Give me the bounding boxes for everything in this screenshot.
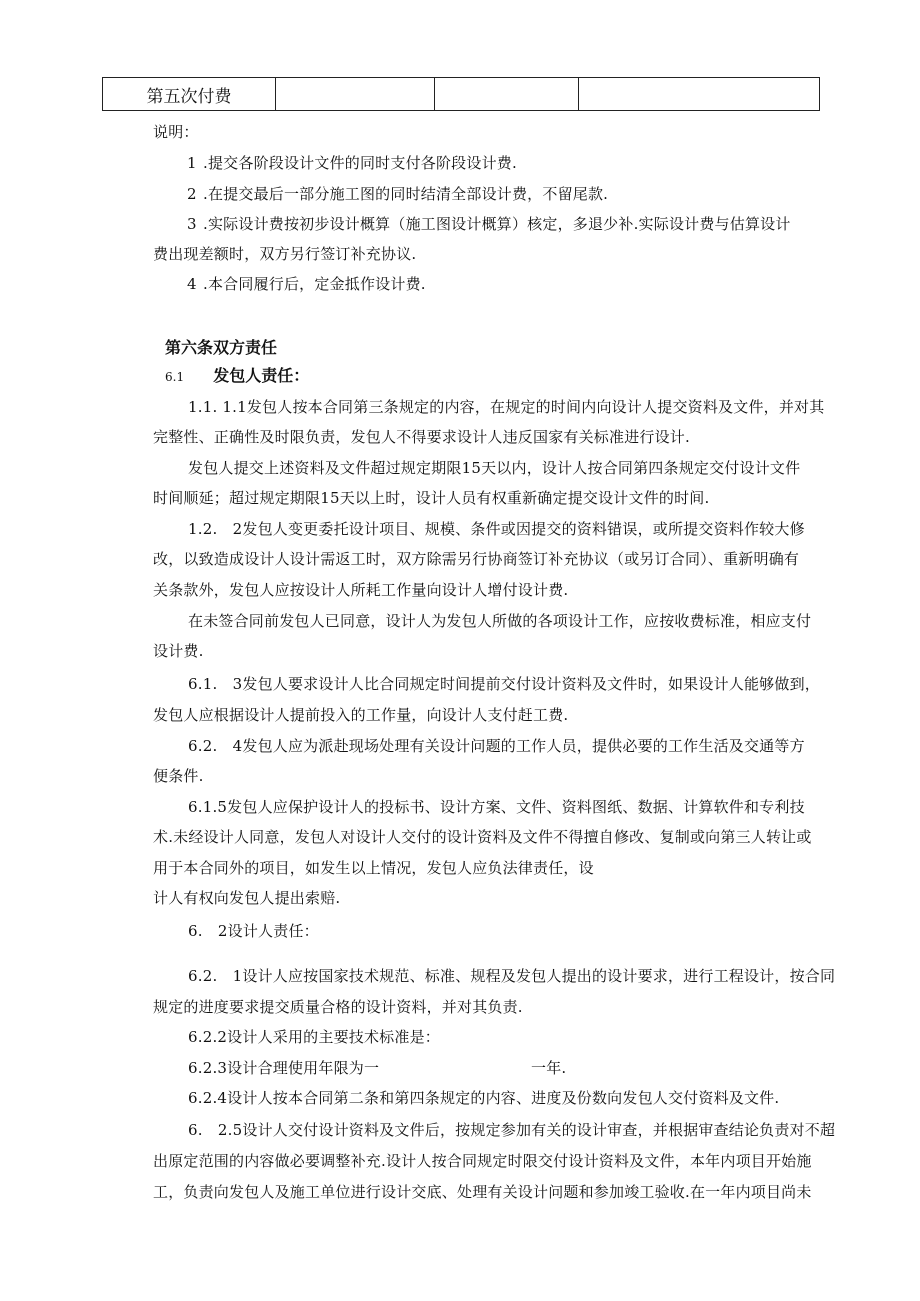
paragraph-line: 出原定范围的内容做必要调整补充.设计人按合同规定时限交付设计资料及文件，本年内项目开始施 bbox=[153, 1152, 812, 1170]
paragraph-line: 术.未经设计人同意，发包人对设计人交付的设计资料及文件不得擅自修改、复制或向第三人转让或 bbox=[153, 828, 812, 846]
paragraph-line: 工，负责向发包人及施工单位进行设计交底、处理有关设计问题和参加竣工验收.在一年内项目尚未 bbox=[153, 1183, 812, 1201]
paragraph-line: 6.2. 4发包人应为派赴现场处理有关设计问题的工作人员，提供必要的工作生活及交通等方 bbox=[188, 737, 805, 755]
note-1-text: .提交各阶段设计文件的同时支付各阶段设计费. bbox=[203, 154, 517, 172]
paragraph-line: 6.2.2设计人采用的主要技术标准是： bbox=[188, 1028, 440, 1046]
notes-title: 说明： bbox=[153, 123, 199, 141]
paragraph-line: 6. 2.5设计人交付设计资料及文件后，按规定参加有关的设计审查，并根据审查结论负责对不超 bbox=[188, 1121, 836, 1139]
subsection-heading: 6. 2设计人责任： bbox=[188, 922, 319, 940]
note-3-text: .实际设计费按初步设计概算（施工图设计概算）核定，多退少补.实际设计费与估算设计 bbox=[203, 215, 791, 233]
paragraph-line: 6.2.4设计人按本合同第二条和第四条规定的内容、进度及份数向发包人交付资料及文件. bbox=[188, 1089, 780, 1107]
table-cell bbox=[579, 78, 820, 111]
paragraph-line: 计人有权向发包人提出索赔. bbox=[153, 889, 341, 907]
payment-table bbox=[102, 77, 820, 111]
paragraph-line: 6.1. 3发包人要求设计人比合同规定时间提前交付设计资料及文件时，如果设计人能够做到， bbox=[188, 675, 820, 693]
paragraph-line: 6.1.5发包人应保护设计人的投标书、设计方案、文件、资料图纸、数据、计算软件和专利技 bbox=[188, 798, 805, 816]
paragraph-line: 发包人提交上述资料及文件超过规定期限15天以内，设计人按合同第四条规定交付设计文件 bbox=[188, 459, 801, 477]
paragraph-line: 1.2. 2发包人变更委托设计项目、规模、条件或因提交的资料错误，或所提交资料作较大修 bbox=[188, 520, 805, 538]
paragraph-line-tail: 一年. bbox=[531, 1059, 567, 1077]
paragraph-line: 便条件. bbox=[153, 767, 204, 785]
note-2-text: .在提交最后一部分施工图的同时结清全部设计费，不留尾款. bbox=[203, 185, 609, 203]
section-title: 发包人责任： bbox=[213, 366, 310, 385]
note-4-text: .本合同履行后，定金抵作设计费. bbox=[203, 275, 426, 293]
note-1-num: 1 bbox=[187, 154, 197, 172]
article-title: 第六条双方责任 bbox=[165, 338, 278, 357]
table-row-label: 第五次付费 bbox=[103, 78, 276, 111]
note-3-continuation: 费出现差额时，双方另行签订补充协议. bbox=[153, 245, 417, 263]
note-2-num: 2 bbox=[187, 185, 197, 203]
paragraph-line: 在未签合同前发包人已同意，设计人为发包人所做的各项设计工作，应按收费标准，相应支付 bbox=[188, 612, 812, 630]
paragraph-line: 1.1. 1.1发包人按本合同第三条规定的内容，在规定的时间内向设计人提交资料及文件，并对其 bbox=[188, 398, 825, 416]
note-4-num: 4 bbox=[187, 275, 197, 293]
section-heading bbox=[165, 366, 309, 387]
paragraph-line: 6.2. 1设计人应按国家技术规范、标准、规程及发包人提出的设计要求，进行工程设计，按合同 bbox=[188, 967, 836, 985]
paragraph-line: 用于本合同外的项目，如发生以上情况，发包人应负法律责任，设 bbox=[153, 859, 594, 877]
paragraph-line: 关条款外，发包人应按设计人所耗工作量向设计人增付设计费. bbox=[153, 581, 569, 599]
paragraph-line: 6.2.3设计合理使用年限为一 bbox=[188, 1059, 380, 1077]
table-row bbox=[103, 78, 820, 111]
note-3-num: 3 bbox=[187, 215, 197, 233]
paragraph-line: 完整性、正确性及时限负责，发包人不得要求设计人违反国家有关标准进行设计. bbox=[153, 428, 690, 446]
paragraph-line: 发包人应根据设计人提前投入的工作量，向设计人支付赶工费. bbox=[153, 706, 569, 724]
section-number: 6.1 bbox=[165, 370, 185, 384]
paragraph-line: 设计费. bbox=[153, 642, 204, 660]
table-cell bbox=[276, 78, 435, 111]
table-cell bbox=[435, 78, 579, 111]
paragraph-line: 时间顺延；超过规定期限15天以上时，设计人员有权重新确定提交设计文件的时间. bbox=[153, 489, 710, 507]
paragraph-line: 改，以致造成设计人设计需返工时，双方除需另行协商签订补充协议（或另订合同）、重新明确有 bbox=[153, 550, 800, 568]
paragraph-line: 规定的进度要求提交质量合格的设计资料，并对其负责. bbox=[153, 998, 523, 1016]
